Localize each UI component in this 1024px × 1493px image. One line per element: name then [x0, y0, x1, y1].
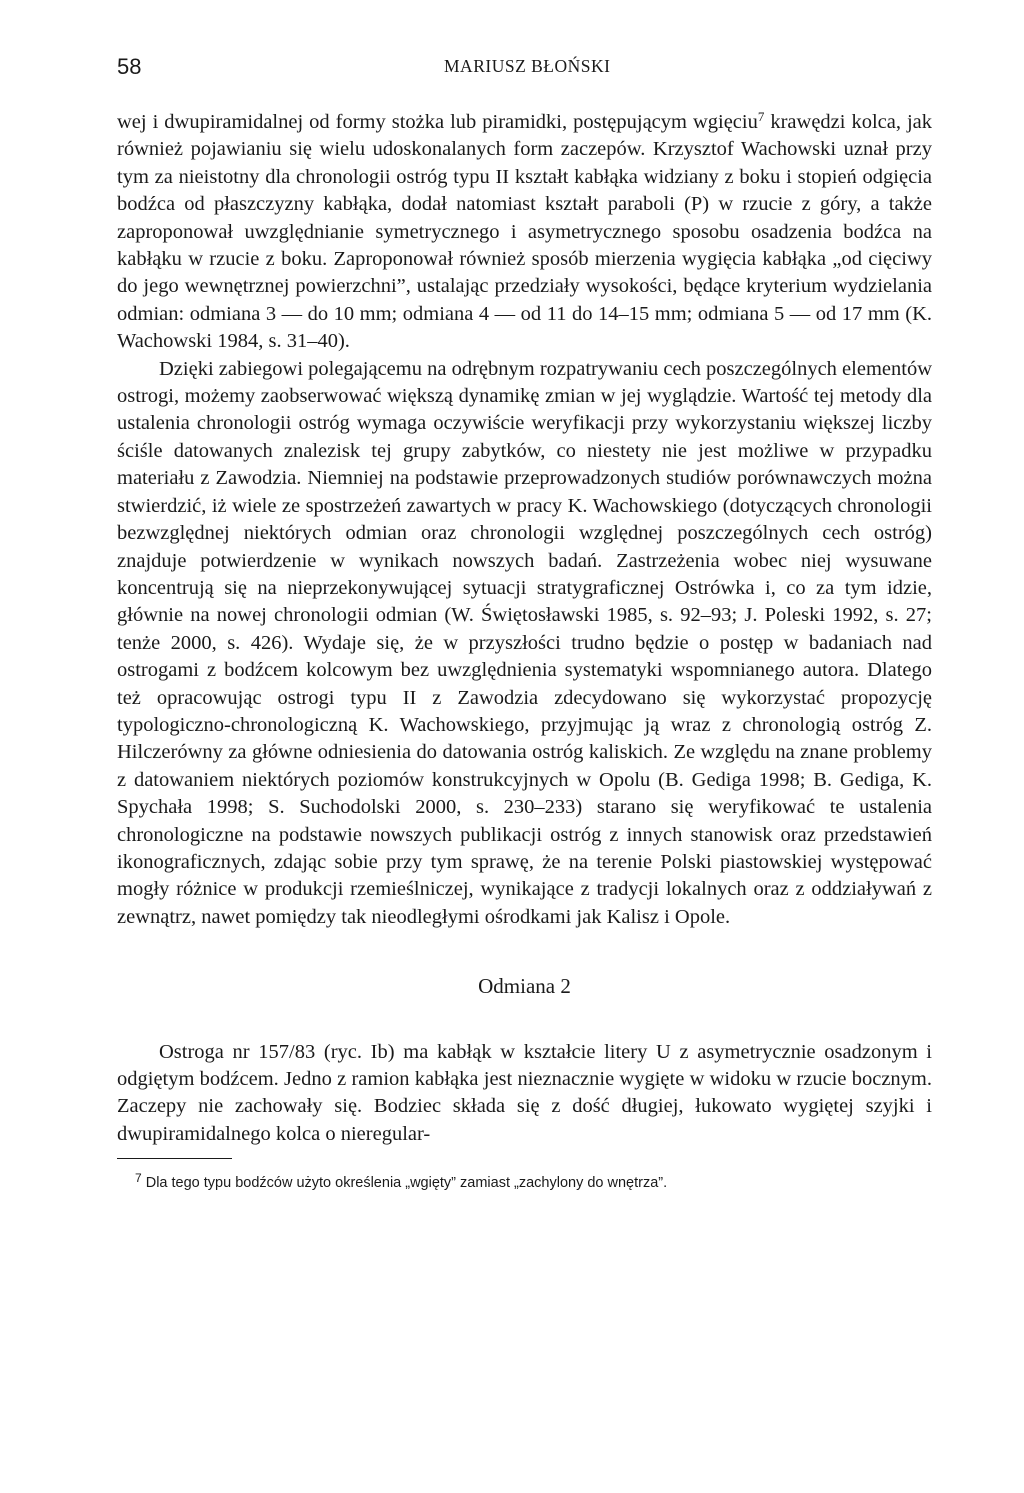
body-text: [117, 109, 932, 1148]
footnote-separator: [117, 1158, 232, 1159]
paragraph-1: [117, 109, 932, 356]
paragraph-2: Dzięki zabiegowi polegającemu na odrębnym rozpatrywaniu cech poszczególnych elementów ostrogi, możemy zaobserwować większą dynamikę zmian w jej wyglądzie. Wartość tej metody dla ustalenia chronologii ostróg wymaga oczywiście weryfikacji przy wykorzystaniu większej liczby ściśle datowanych znalezisk tej grupy zabytków, co niestety nie jest możliwe w przypadku materiału z Zawodzia. Niemniej na podstawie przeprowadzonych studiów porównawczych można stwierdzić, iż wiele ze spostrzeżeń zawartych w pracy K. Wachowskiego (dotyczących chronologii bezwzględnej niektórych odmian oraz chronologii względnej poszczególnych cech ostróg) znajduje potwierdzenie w wynikach nowszych badań. Zastrzeżenia wobec niej wysuwane koncentrują się na nieprzekonywującej sytuacji stratygraficznej Ostrówka i, co za tym idzie, głównie na nowej chronologii odmian (W. Świętosławski 1985, s. 92–93; J. Poleski 1992, s. 27; tenże 2000, s. 426). Wydaje się, że w przyszłości trudno będzie o postęp w badaniach nad ostrogami z bodźcem kolcowym bez uwzględnienia systematyki wspomnianego autora. Dlatego też opracowując ostrogi typu II z Zawodzia zdecydowano się wykorzystać propozycję typologiczno-chronologiczną K. Wachowskiego, przyjmując ją wraz z chronologią ostróg Z. Hilczerówny za główne odniesienia do datowania ostróg kaliskich. Ze względu na znane problemy z datowaniem niektórych poziomów konstrukcyjnych w Opolu (B. Gediga 1998; B. Gediga, K. Spychała 1998; S. Suchodolski 2000, s. 230–233) starano się weryfikować te ustalenia chronologiczne na podstawie nowszych publikacji ostróg z innych stanowisk oraz przedstawień ikonograficznych, zdając sobie przy tym sprawę, że na terenie Polski piastowskiej występować mogły różnice w produkcji rzemieślniczej, wynikające z tradycji lokalnych oraz z oddziaływań z zewnątrz, nawet pomiędzy tak nieodległymi ośrodkami jak Kalisz i Opole.: [117, 357, 932, 928]
footnote-text: Dla tego typu bodźców użyto określenia „wgięty” zamiast „zachylony do wnętrza”.: [145, 1175, 668, 1192]
page-number: 58: [117, 54, 142, 79]
header-author: MARIUSZ BŁOŃSKI: [444, 56, 611, 76]
section-heading: Odmiana 2: [478, 974, 571, 999]
paragraph-1-text-b: krawędzi kolca, jak również pojawianiu się wielu udoskonalanych form zaczepów. Krzysztof Wachowski uznał przy tym za nieistotny dla chronologii ostróg typu II kształt kabłąka widziany z boku i stopień odgięcia bodźca od płaszczyzny kabłąka, dodał natomiast kształt paraboli (P) w rzucie z góry, a także zaproponował uwzględnianie symetrycznego i asymetrycznego sposobu osadzenia bodźca na kabłąku w rzucie z boku. Zaproponował również sposób mierzenia wygięcia kabłąka „od cięciwy do jego wewnętrznej powierzchni”, ustalając przedziały wysokości, będące kryterium wydzielania odmian: odmiana 3 — do 10 mm; odmiana 4 — od 11 do 14–15 mm; odmiana 5 — od 17 mm (K. Wachowski 1984, s. 31–40).: [117, 111, 933, 353]
paragraph-1-text-a: wej i dwupiramidalnej od formy stożka lub piramidki, postępującym wgięciu: [117, 111, 758, 133]
running-head: [117, 54, 932, 88]
page: [117, 54, 932, 1191]
paragraph-3: Ostroga nr 157/83 (ryc. Ib) ma kabłąk w kształcie litery U z asymetrycznie osadzonym i odgiętym bodźcem. Jedno z ramion kabłąka jest nieznacznie wygięte w widoku w rzucie bocznym. Zaczepy nie zachowały się. Bodziec składa się z dość długiej, łukowato wygiętej szyjki i dwupiramidalnego kolca o nieregular-: [117, 1040, 932, 1145]
footnote: [117, 1171, 932, 1192]
footnote-reference: 7: [757, 109, 765, 124]
footnote-mark: 7: [135, 1171, 142, 1186]
